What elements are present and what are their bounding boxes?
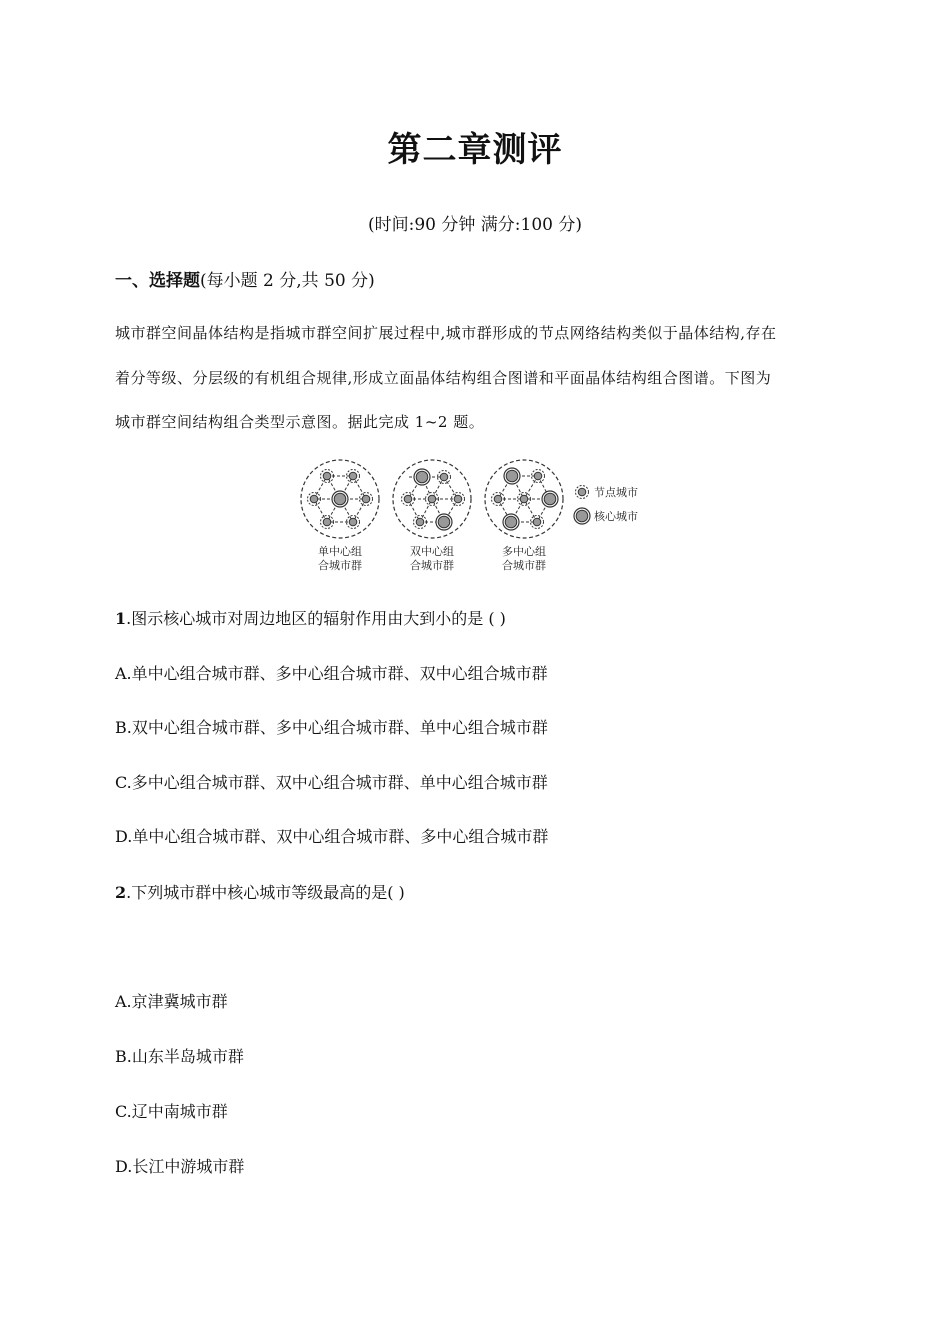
question-1-option-c[interactable]: C.多中心组合城市群、双中心组合城市群、单中心组合城市群 [115, 773, 548, 792]
question-1-number: 1 [115, 609, 127, 628]
panel-label-2b: 合城市群 [410, 559, 454, 572]
city-cluster-diagram [298, 455, 658, 577]
question-2-number: 2 [115, 883, 127, 902]
legend-core-city: 核心城市 [594, 510, 638, 523]
passage-line-1: 城市群空间晶体结构是指城市群空间扩展过程中,城市群形成的节点网络结构类似于晶体结构,存在 [115, 324, 777, 342]
question-1-option-a[interactable]: A.单中心组合城市群、多中心组合城市群、双中心组合城市群 [115, 664, 548, 683]
question-2-option-d[interactable]: D.长江中游城市群 [115, 1157, 245, 1176]
section-heading [115, 266, 375, 291]
question-1-option-b[interactable]: B.双中心组合城市群、多中心组合城市群、单中心组合城市群 [115, 718, 548, 737]
double-center-panel [393, 460, 471, 572]
passage-line-3: 城市群空间结构组合类型示意图。据此完成 1~2 题。 [115, 413, 485, 431]
section-note: (每小题 2 分,共 50 分) [200, 271, 375, 291]
core-city-legend-icon [574, 508, 590, 524]
question-1-stem [115, 606, 506, 629]
question-1-option-d[interactable]: D.单中心组合城市群、双中心组合城市群、多中心组合城市群 [115, 827, 549, 846]
page-title: 第二章测评 [387, 130, 563, 170]
question-2-text: .下列城市群中核心城市等级最高的是( ) [126, 883, 405, 902]
figure-legend [574, 485, 638, 524]
single-center-panel [301, 460, 379, 572]
multi-center-panel [485, 460, 563, 572]
panel-label-1a: 单中心组 [318, 545, 362, 558]
question-2-option-c[interactable]: C.辽中南城市群 [115, 1102, 228, 1121]
question-2-option-a[interactable]: A.京津冀城市群 [115, 992, 228, 1011]
panel-label-3b: 合城市群 [502, 559, 546, 572]
panel-label-3a: 多中心组 [502, 545, 546, 558]
question-2-stem [115, 880, 405, 903]
node-city-legend-icon [576, 486, 589, 499]
exam-info: (时间:90 分钟 满分:100 分) [367, 215, 582, 235]
section-title: 一、选择题 [115, 271, 200, 291]
passage-line-2: 着分等级、分层级的有机组合规律,形成立面晶体结构组合图谱和平面晶体结构组合图谱。下图为 [115, 369, 772, 387]
question-2-option-b[interactable]: B.山东半岛城市群 [115, 1047, 244, 1066]
panel-label-1b: 合城市群 [318, 559, 362, 572]
question-1-text: .图示核心城市对周边地区的辐射作用由大到小的是 ( ) [126, 609, 506, 628]
legend-node-city: 节点城市 [594, 486, 638, 499]
panel-label-2a: 双中心组 [410, 545, 454, 558]
